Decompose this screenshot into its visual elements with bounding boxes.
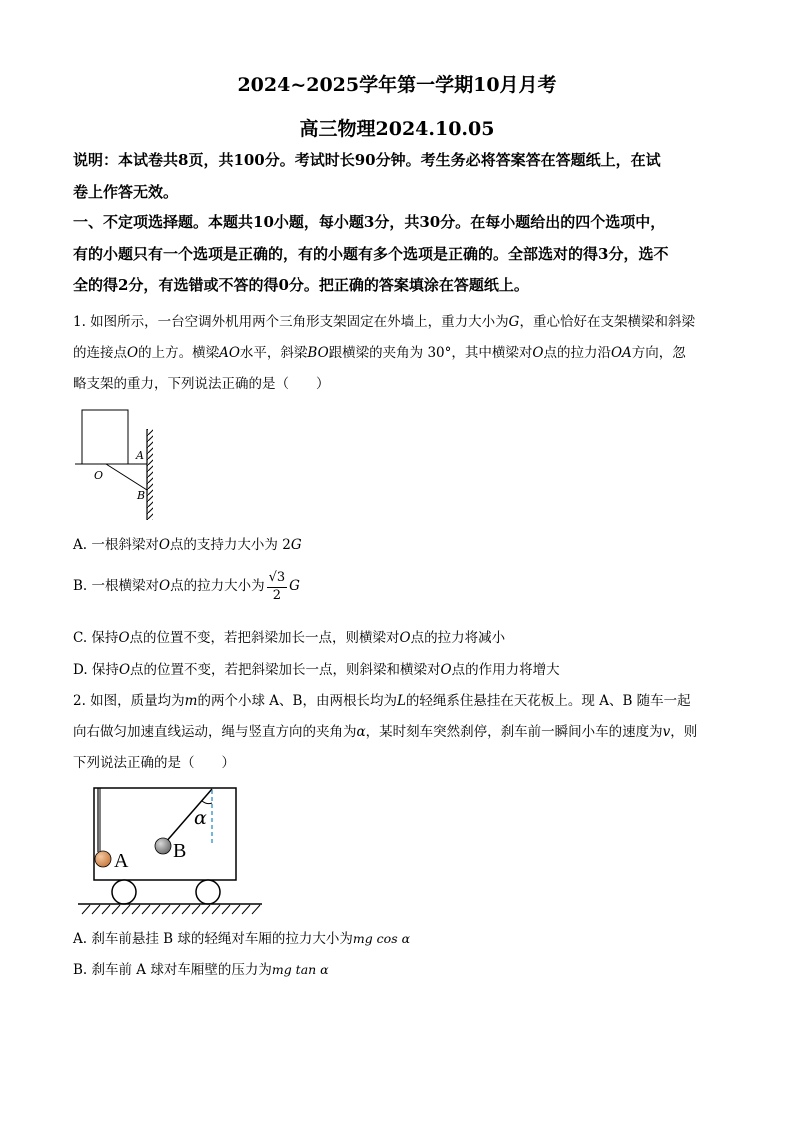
section-1-line-3: 全的得2分，有选错或不答的得0分。把正确的答案填涂在答题纸上。 <box>73 276 529 294</box>
instructions <box>73 145 725 208</box>
question-1-option-d[interactable]: D. 保持O点的位置不变，若把斜梁加长一点，则斜梁和横梁对O点的作用力将增大 <box>73 662 560 678</box>
ground-hatching <box>82 905 260 914</box>
ball-b-label: B <box>173 840 187 862</box>
exam-title: 2024~2025学年第一学期10月月考 <box>237 74 557 96</box>
sqrt3-over-2-fraction: $\frac{√3}{2}$ <box>268 570 286 603</box>
question-1-figure <box>70 405 165 527</box>
point-o-label: O <box>94 469 104 482</box>
wheel-left <box>112 880 136 904</box>
ball-b <box>155 838 171 854</box>
question-1-option-c[interactable]: C. 保持O点的位置不变，若把斜梁加长一点，则横梁对O点的拉力将减小 <box>73 630 506 646</box>
section-1-line-1: 一、不定项选择题。本题共10小题，每小题3分，共30分。在每小题给出的四个选项中， <box>73 213 666 231</box>
question-2-line-2: 向右做匀加速直线运动，绳与竖直方向的夹角为α，某时刻车突然刹停，刹车前一瞬间小车的速度为v，则 <box>73 724 698 740</box>
angle-arc <box>202 801 212 804</box>
alpha-label: α <box>194 807 207 829</box>
ball-a <box>95 851 111 867</box>
ball-a-label: A <box>114 850 129 872</box>
point-b-label: B <box>137 489 146 502</box>
section-1-line-2: 有的小题只有一个选项是正确的，有的小题有多个选项是正确的。全部选对的得3分，选不 <box>73 244 669 263</box>
instructions-line-2: 卷上作答无效。 <box>73 182 179 201</box>
question-2-option-b[interactable]: B. 刹车前 A 球对车厢壁的压力为mg tan α <box>73 962 329 978</box>
exam-subtitle: 高三物理2024.10.05 <box>299 118 495 140</box>
instructions-line-1: 说明：本试卷共8页，共100分。考试时长90分钟。考生务必将答案答在答题纸上，在试 <box>73 151 661 169</box>
question-1-line-3: 略支架的重力，下列说法正确的是（ ） <box>73 376 330 392</box>
inclined-beam <box>106 464 147 490</box>
point-a-label: A <box>136 449 144 462</box>
ac-unit-box <box>82 410 128 464</box>
question-2-stem <box>73 686 725 779</box>
question-1-line-2: 的连接点O的上方。横梁AO水平，斜梁BO跟横梁的夹角为 30°，其中横梁对O点的拉力沿OA方向，忽 <box>73 345 686 361</box>
question-2-figure <box>76 785 266 917</box>
question-2-line-1: 2. 如图，质量均为m的两个小球 A、B，由两根长均为L的轻绳系住悬挂在天花板上。现 A、B 随车一起 <box>73 693 691 709</box>
question-1-option-a[interactable]: A. 一根斜梁对O点的支持力大小为 2G <box>73 537 302 553</box>
wall-hatching <box>147 429 153 520</box>
question-1-line-1: 1. 如图所示，一台空调外机用两个三角形支架固定在外墙上，重力大小为G，重心恰好在支架横梁和斜梁 <box>73 314 695 330</box>
wheel-right <box>196 880 220 904</box>
question-2-line-3: 下列说法正确的是（ ） <box>73 755 235 771</box>
section-1-heading <box>73 207 725 302</box>
question-1-stem <box>73 307 725 400</box>
question-1-option-b[interactable]: B. 一根横梁对O点的拉力大小为 $\frac{√3}{2}$ G <box>73 570 300 603</box>
question-2-option-a[interactable]: A. 刹车前悬挂 B 球的轻绳对车厢的拉力大小为mg cos α <box>73 931 411 947</box>
